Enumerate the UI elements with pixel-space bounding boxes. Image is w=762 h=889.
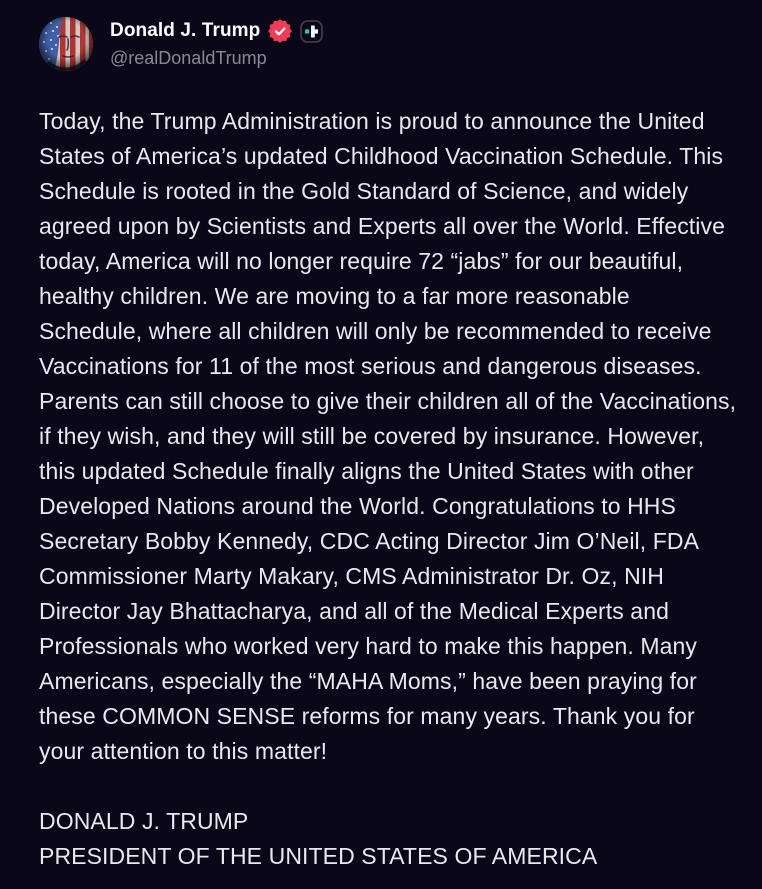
verified-badge-icon — [268, 19, 292, 43]
signature-title-line: PRESIDENT OF THE UNITED STATES OF AMERICA — [39, 843, 598, 869]
post-signature — [39, 804, 738, 874]
post-header — [39, 17, 738, 71]
truth-plus-badge-icon — [300, 20, 323, 43]
flag-face-avatar-image — [39, 17, 93, 71]
profile-avatar[interactable] — [39, 17, 93, 71]
post-body-text: Today, the Trump Administration is proud to announce the United States of America’s updated Childhood Vaccination Schedule. This Schedule is rooted in the Gold Standard of Science, and widely agreed upon by Scientists and Experts all over the World. Effective today, America will no longer require 72 “jabs” for our beautiful, healthy children. We are moving to a far more reasonable Schedule, where all children will only be recommended to receive Vaccinations for 11 of the most serious and dangerous diseases. Parents can still choose to give their children all of the Vaccinations, if they wish, and they will still be covered by insurance. However, this updated Schedule finally aligns the United States with other Developed Nations around the World. Congratulations to HHS Secretary Bobby Kennedy, CDC Acting Director Jim O’Neil, FDA Commissioner Marty Makary, CMS Administrator Dr. Oz, NIH Director Jay Bhattacharya, and all of the Medical Experts and Professionals who worked very hard to make this happen. Many Americans, especially the “MAHA Moms,” have been praying for these COMMON SENSE reforms for many years. Thank you for your attention to this matter! — [39, 108, 737, 764]
signature-name-line: DONALD J. TRUMP — [39, 808, 249, 834]
name-row — [110, 19, 323, 43]
profile-handle[interactable]: @realDonaldTrump — [110, 48, 267, 68]
profile-meta — [110, 17, 323, 69]
display-name[interactable]: Donald J. Trump — [110, 20, 261, 41]
